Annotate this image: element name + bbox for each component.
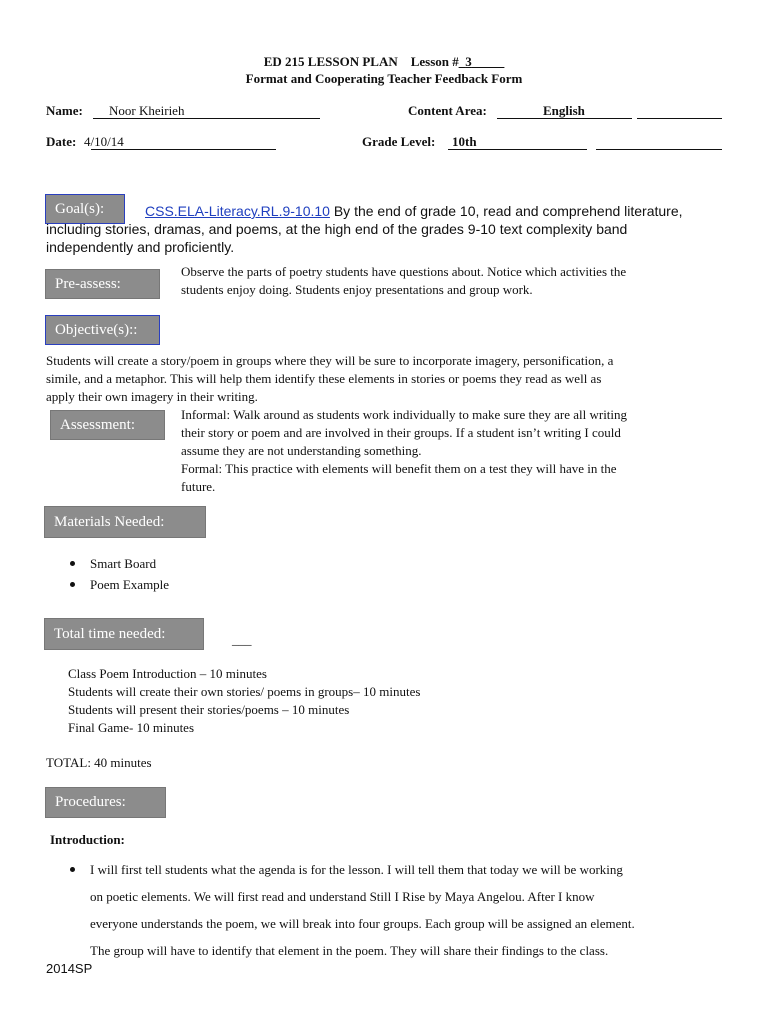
time-item: Students will present their stories/poems – 10 minutes: [68, 702, 350, 717]
introduction-list: [68, 856, 635, 964]
name-label: Name:: [46, 103, 83, 118]
objective-line3: apply their own imagery in their writing.: [46, 389, 258, 404]
assessment-line4: Formal: This practice with elements will benefit them on a test they will have in the: [181, 461, 617, 476]
grade-level-value: 10th: [452, 134, 477, 149]
introduction-line: on poetic elements. We will first read and understand Still I Rise by Maya Angelou. After I know: [90, 889, 595, 904]
grade-level-underline: [448, 149, 587, 150]
materials-list: [68, 553, 169, 595]
materials-item: Poem Example: [68, 574, 169, 595]
date-label: Date:: [46, 134, 77, 149]
grade-level-label: Grade Level:: [362, 134, 436, 149]
goal-line2: including stories, dramas, and poems, at the high end of the grades 9-10 text complexity band: [46, 221, 628, 237]
time-item: Final Game- 10 minutes: [68, 720, 195, 735]
assessment-line2: their story or poem and are involved in their groups. If a student isn’t writing I could: [181, 425, 621, 440]
preassess-line2: students enjoy doing. Students enjoy presentations and group work.: [181, 282, 533, 297]
goal-line3: independently and proficiently.: [46, 239, 235, 255]
content-area-extra-underline: [637, 118, 722, 119]
goal-line1: [145, 203, 683, 219]
assessment-line5: future.: [181, 479, 216, 494]
introduction-line: I will first tell students what the agenda is for the lesson. I will tell them that today we will be working: [90, 862, 623, 877]
time-total: TOTAL: 40 minutes: [46, 755, 152, 770]
goal-section-label: Goal(s):: [45, 194, 125, 224]
introduction-heading: Introduction:: [50, 832, 125, 847]
name-value: Noor Kheirieh: [109, 103, 185, 118]
objective-line2: simile, and a metaphor. This will help them identify these elements in stories or poems they read as well as: [46, 371, 602, 386]
assessment-section-label: Assessment:: [50, 410, 165, 440]
preassess-section-label: Pre-assess:: [45, 269, 160, 299]
materials-item: Smart Board: [68, 553, 169, 574]
materials-section-label: Materials Needed:: [44, 506, 206, 538]
date-value: 4/10/14: [84, 134, 124, 149]
assessment-line3: assume they are not understanding something.: [181, 443, 422, 458]
lesson-number: _3_____: [458, 54, 505, 69]
preassess-line1: Observe the parts of poetry students have questions about. Notice which activities the: [181, 264, 627, 279]
total-time-blank: ___: [232, 632, 252, 647]
lesson-label: Lesson #: [410, 54, 459, 69]
title-line1: ED 215 LESSON PLAN: [263, 54, 398, 69]
introduction-item: [68, 856, 635, 964]
objective-line1: Students will create a story/poem in groups where they will be sure to incorporate imagery, personification, a: [46, 353, 614, 368]
assessment-line1: Informal: Walk around as students work individually to make sure they are all writing: [181, 407, 628, 422]
introduction-line: The group will have to identify that element in the poem. They will share their findings to the class.: [90, 943, 609, 958]
document-subtitle: Format and Cooperating Teacher Feedback Form: [245, 71, 523, 86]
document-title: [0, 54, 768, 70]
name-underline: [93, 118, 320, 119]
goal-text-1: By the end of grade 10, read and comprehend literature,: [333, 203, 683, 219]
total-time-section-label: Total time needed:: [44, 618, 204, 650]
footer-code: 2014SP: [46, 961, 93, 976]
content-area-value: English: [543, 103, 585, 118]
procedures-section-label: Procedures:: [45, 787, 166, 818]
time-item: Students will create their own stories/ poems in groups– 10 minutes: [68, 684, 421, 699]
date-underline: [91, 149, 276, 150]
time-item: Class Poem Introduction – 10 minutes: [68, 666, 267, 681]
time-breakdown: [68, 665, 420, 737]
grade-level-extra-underline: [596, 149, 722, 150]
introduction-line: everyone understands the poem, we will break into four groups. Each group will be assigned an element.: [90, 916, 635, 931]
preassess-text: [181, 263, 626, 299]
objective-section-label: Objective(s)::: [45, 315, 160, 345]
objective-text: [46, 352, 613, 406]
content-area-label: Content Area:: [408, 103, 487, 118]
assessment-text: [181, 406, 627, 496]
standard-link[interactable]: CSS.ELA-Literacy.RL.9-10.10: [145, 203, 330, 219]
